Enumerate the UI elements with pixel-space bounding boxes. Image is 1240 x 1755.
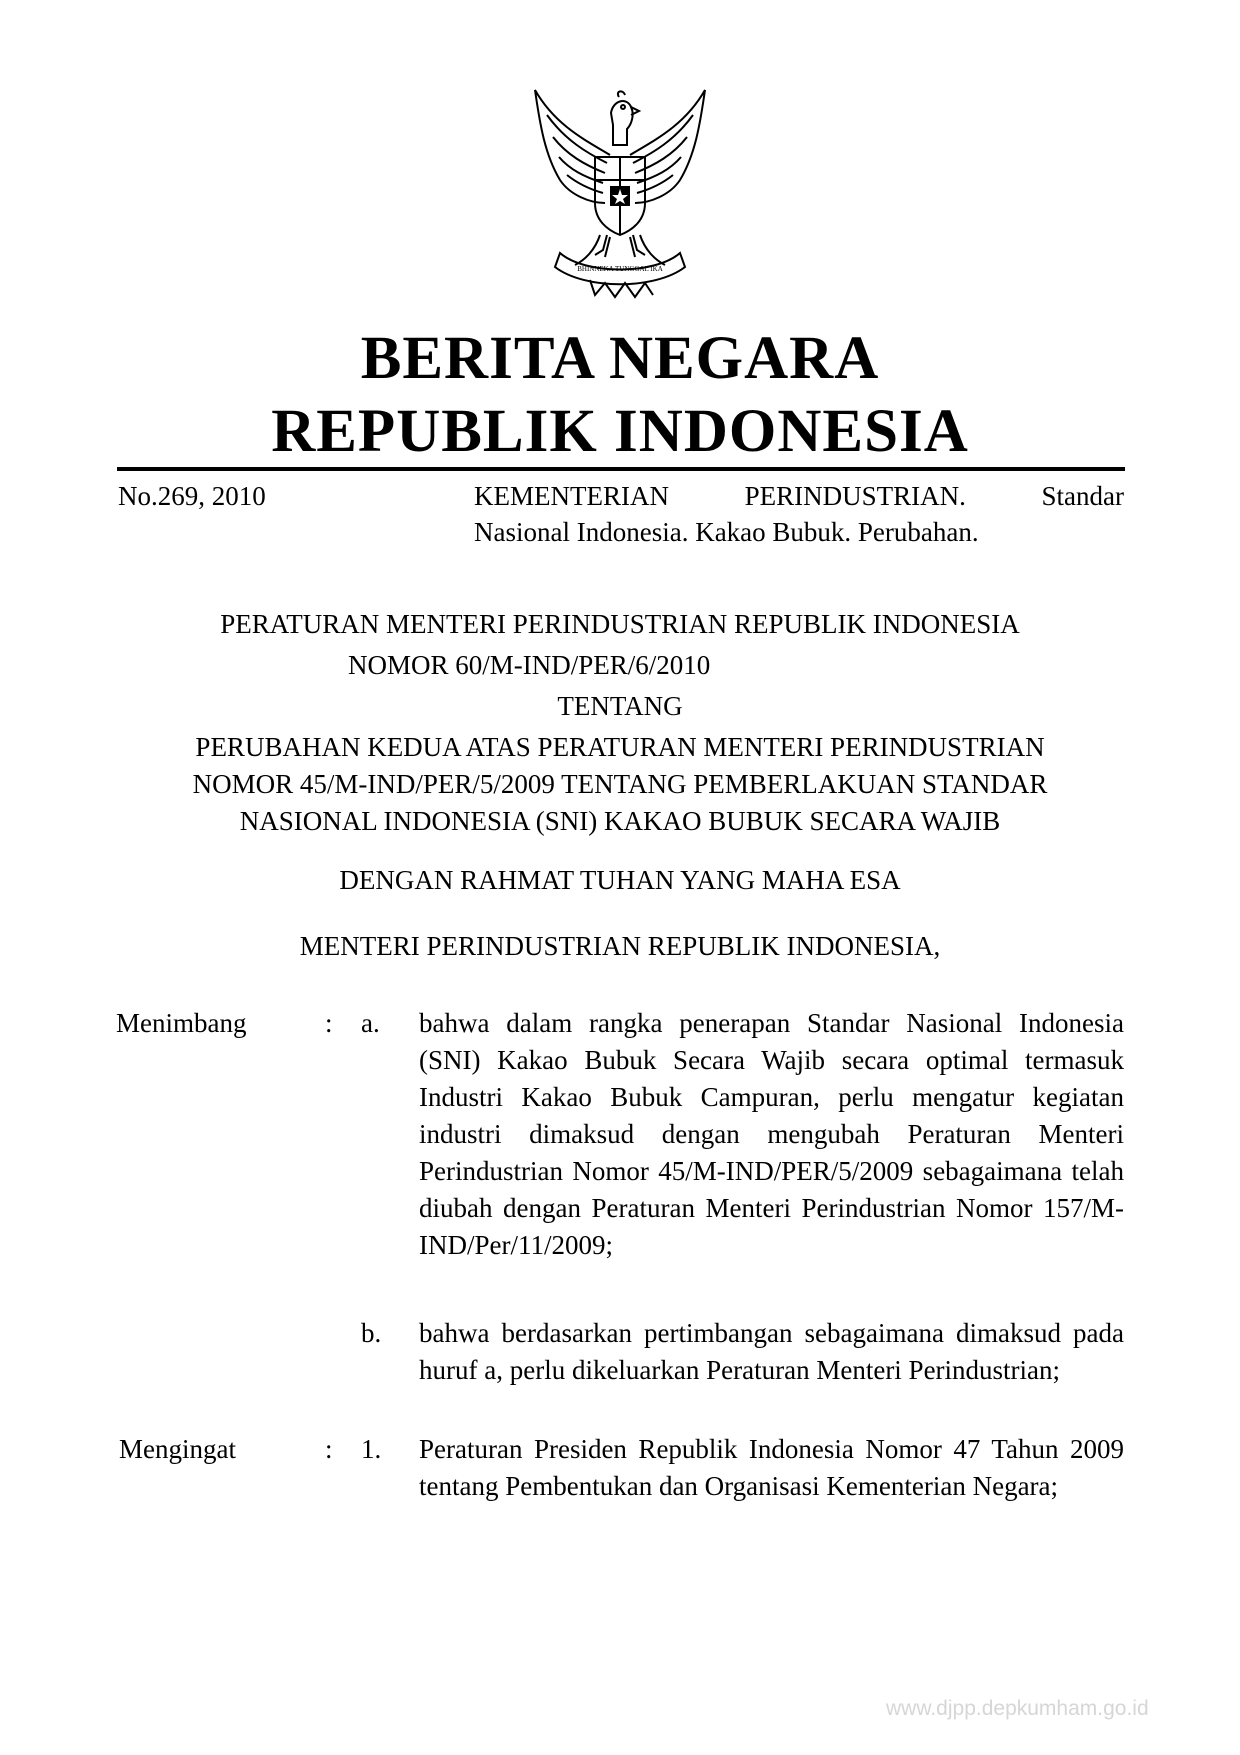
menimbang-marker-b: b. (361, 1318, 382, 1348)
mengingat-colon: : (325, 1434, 333, 1464)
mengingat-item-1: Peraturan Presiden Republik Indonesia Nomor 47 Tahun 2009 tentang Pembentukan dan Organisasi Kementerian Negara; (419, 1434, 1124, 1501)
regulation-subject-line-1: PERUBAHAN KEDUA ATAS PERATURAN MENTERI PERINDUSTRIAN (195, 732, 1045, 762)
garuda-emblem-icon (515, 85, 725, 300)
mengingat-marker-1: 1. (361, 1434, 382, 1464)
gazette-subject (474, 478, 1124, 550)
menimbang-label: Menimbang (116, 1008, 247, 1038)
masthead-line-2: REPUBLIK INDONESIA (271, 398, 969, 465)
source-watermark: www.djpp.depkumham.go.id (886, 1697, 1149, 1720)
mengingat-label: Mengingat (119, 1434, 236, 1464)
gazette-subject-line-1: KEMENTERIAN PERINDUSTRIAN. Standar (474, 481, 1124, 511)
menimbang-colon: : (325, 1008, 333, 1038)
regulation-about: TENTANG (557, 691, 683, 721)
masthead-line-1: BERITA NEGARA (360, 325, 880, 392)
menimbang-marker-a: a. (361, 1008, 380, 1038)
menimbang-item-b: bahwa berdasarkan pertimbangan sebagaimana dimaksud pada huruf a, perlu dikeluarkan Peraturan Menteri Perindustrian; (419, 1318, 1124, 1385)
regulation-title: PERATURAN MENTERI PERINDUSTRIAN REPUBLIK INDONESIA (220, 609, 1020, 639)
invocation: DENGAN RAHMAT TUHAN YANG MAHA ESA (339, 865, 901, 895)
emblem-motto: BHINNEKA TUNGGAL IKA (577, 265, 663, 273)
masthead-divider (117, 467, 1125, 471)
regulation-subject-line-2: NOMOR 45/M-IND/PER/5/2009 TENTANG PEMBERLAKUAN STANDAR (192, 769, 1048, 799)
issuer: MENTERI PERINDUSTRIAN REPUBLIK INDONESIA, (299, 931, 941, 961)
menimbang-item-a: bahwa dalam rangka penerapan Standar Nasional Indonesia (SNI) Kakao Bubuk Secara Wajib secara optimal termasuk Industri Kakao Bubuk Campuran, perlu mengatur kegiatan industri dimaksud dengan mengubah Peraturan Menteri Perindustrian Nomor 45/M-IND/PER/5/2009 sebagaimana telah diubah dengan Peraturan Menteri Perindustrian Nomor 157/M-IND/Per/11/2009; (419, 1008, 1124, 1260)
gazette-subject-line-2: Nasional Indonesia. Kakao Bubuk. Perubahan. (474, 517, 979, 547)
gazette-number: No.269, 2010 (118, 481, 266, 511)
regulation-subject-line-3: NASIONAL INDONESIA (SNI) KAKAO BUBUK SECARA WAJIB (239, 806, 1001, 836)
regulation-number: NOMOR 60/M-IND/PER/6/2010 (348, 650, 711, 680)
garuda-emblem (515, 85, 725, 300)
